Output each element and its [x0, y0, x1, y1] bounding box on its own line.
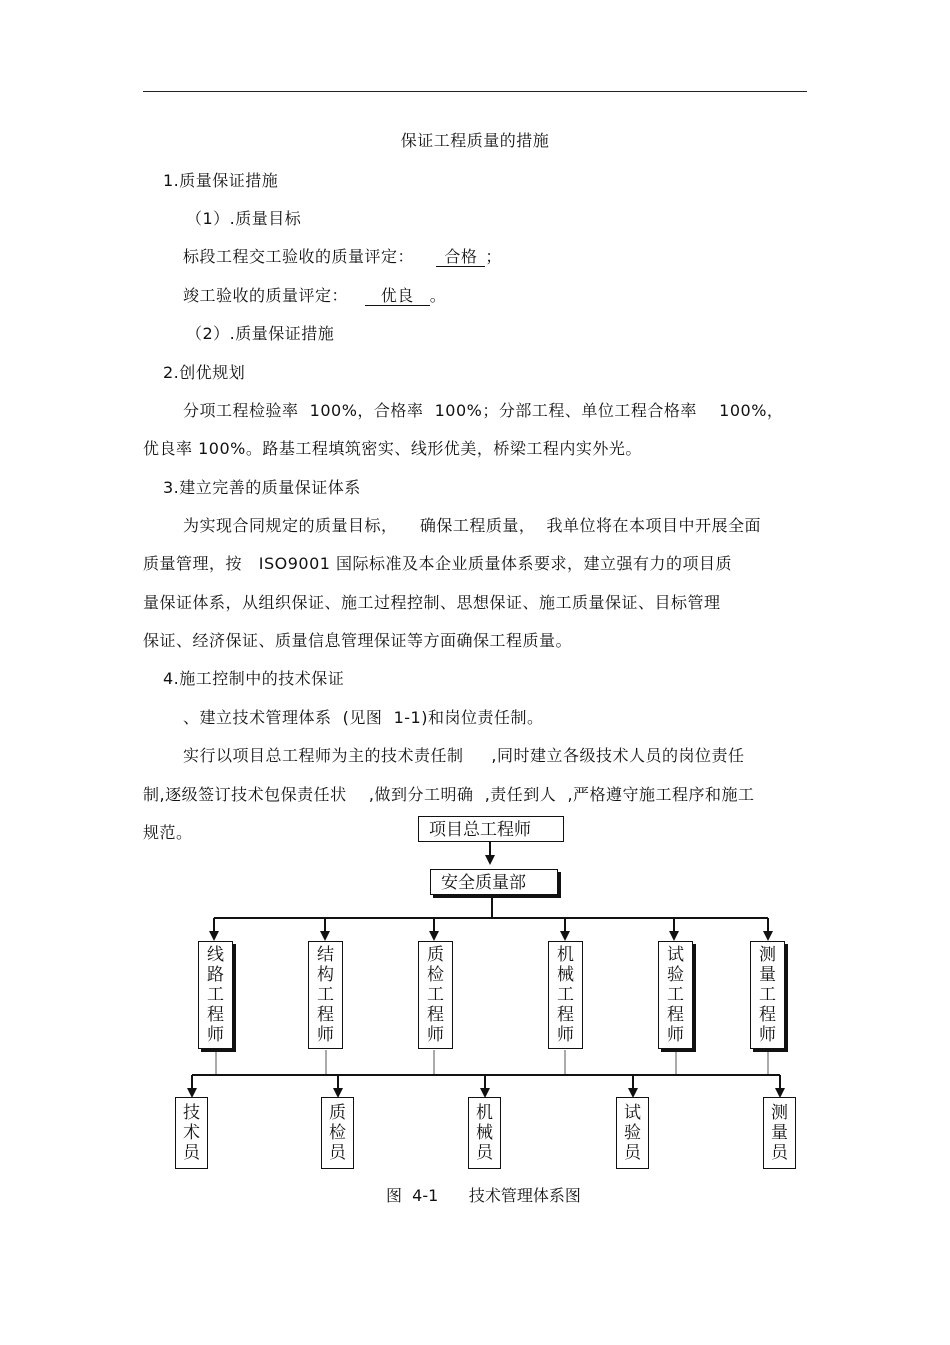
char: 质	[427, 945, 444, 965]
page-title: 保证工程质量的措施	[400, 131, 550, 150]
quality-eval-value-1: 合格	[436, 248, 485, 267]
section-1-heading: 1.质量保证措施	[163, 171, 279, 190]
char: 量	[759, 965, 776, 985]
engineer-box-machinery	[548, 941, 583, 1049]
quality-eval-value-2: 优良	[365, 287, 430, 306]
char: 程	[759, 1005, 776, 1025]
engineer-box-testing	[658, 941, 693, 1049]
quality-eval-label-2: 竣工验收的质量评定：	[183, 286, 349, 305]
char: 程	[667, 1005, 684, 1025]
staff-box-machinery	[468, 1097, 501, 1169]
section-3-line-2: 质量管理，按 ISO9001 国际标准及本企业质量体系要求，建立强有力的项目质	[143, 554, 733, 573]
engineer-box-quality-inspection	[418, 941, 453, 1049]
section-4-line-3: 规范。	[143, 823, 193, 842]
char: 术	[183, 1123, 200, 1143]
char: 程	[317, 1005, 334, 1025]
section-4-line-2: 制,逐级签订技术包保责任状 ,做到分工明确 ,责任到人 ,严格遵守施工程序和施工	[143, 785, 755, 804]
char: 验	[624, 1123, 641, 1143]
section-3-line-4: 保证、经济保证、质量信息管理保证等方面确保工程质量。	[143, 631, 573, 650]
staff-box-surveyor	[763, 1097, 796, 1169]
char: 员	[329, 1143, 346, 1163]
char: 械	[476, 1123, 493, 1143]
char: 工	[317, 985, 334, 1005]
section-4-line-1: 实行以项目总工程师为主的技术责任制 ,同时建立各级技术人员的岗位责任	[183, 746, 745, 765]
section-3-heading: 3.建立完善的质量保证体系	[163, 478, 361, 497]
staff-box-technician	[175, 1097, 208, 1169]
char: 工	[557, 985, 574, 1005]
safety-quality-dept-box: 安全质量部	[430, 869, 558, 895]
engineer-box-survey	[750, 941, 785, 1049]
engineer-box-route	[198, 941, 233, 1049]
char: 程	[207, 1005, 224, 1025]
char: 技	[183, 1103, 200, 1123]
char: 工	[207, 985, 224, 1005]
char: 程	[557, 1005, 574, 1025]
char: 工	[427, 985, 444, 1005]
char: 师	[427, 1025, 444, 1045]
char: 工	[759, 985, 776, 1005]
char: 检	[329, 1123, 346, 1143]
section-3-line-1: 为实现合同规定的质量目标， 确保工程质量， 我单位将在本项目中开展全面	[183, 516, 762, 535]
char: 程	[427, 1005, 444, 1025]
section-4-heading: 4.施工控制中的技术保证	[163, 669, 345, 688]
char: 械	[557, 965, 574, 985]
section-3-line-3: 量保证体系，从组织保证、施工过程控制、思想保证、施工质量保证、目标管理	[143, 593, 721, 612]
section-4-line-0: 、建立技术管理体系 (见图 1-1)和岗位责任制。	[183, 708, 544, 727]
char: 试	[624, 1103, 641, 1123]
quality-eval-label-1: 标段工程交工验收的质量评定：	[183, 247, 415, 266]
section-2-line-2: 优良率 100%。路基工程填筑密实、线形优美，桥梁工程内实外光。	[143, 439, 642, 458]
char: 检	[427, 965, 444, 985]
char: 员	[624, 1143, 641, 1163]
char: 机	[476, 1103, 493, 1123]
char: 员	[183, 1143, 200, 1163]
chief-engineer-box: 项目总工程师	[418, 816, 564, 842]
engineer-box-structure	[308, 941, 343, 1049]
char: 机	[557, 945, 574, 965]
section-2-heading: 2.创优规划	[163, 363, 246, 382]
section-1-sub1: （1）.质量目标	[186, 209, 302, 228]
figure-caption: 图 4-1 技术管理体系图	[386, 1186, 581, 1205]
char: 线	[207, 945, 224, 965]
char: 测	[771, 1103, 788, 1123]
char: 路	[207, 965, 224, 985]
char: 师	[317, 1025, 334, 1045]
char: 工	[667, 985, 684, 1005]
char: 师	[557, 1025, 574, 1045]
char: 员	[476, 1143, 493, 1163]
section-1-sub2: （2）.质量保证措施	[186, 324, 335, 343]
section-2-line-1: 分项工程检验率 100%，合格率 100%；分部工程、单位工程合格率 100%，	[183, 401, 784, 420]
char: 质	[329, 1103, 346, 1123]
char: 师	[667, 1025, 684, 1045]
quality-eval-suffix-1: ；	[485, 247, 502, 266]
quality-eval-suffix-2: 。	[429, 286, 447, 305]
staff-box-inspector	[321, 1097, 354, 1169]
char: 测	[759, 945, 776, 965]
char: 构	[317, 965, 334, 985]
char: 员	[771, 1143, 788, 1163]
char: 师	[759, 1025, 776, 1045]
char: 结	[317, 945, 334, 965]
char: 量	[771, 1123, 788, 1143]
staff-box-tester	[616, 1097, 649, 1169]
char: 验	[667, 965, 684, 985]
char: 试	[667, 945, 684, 965]
char: 师	[207, 1025, 224, 1045]
